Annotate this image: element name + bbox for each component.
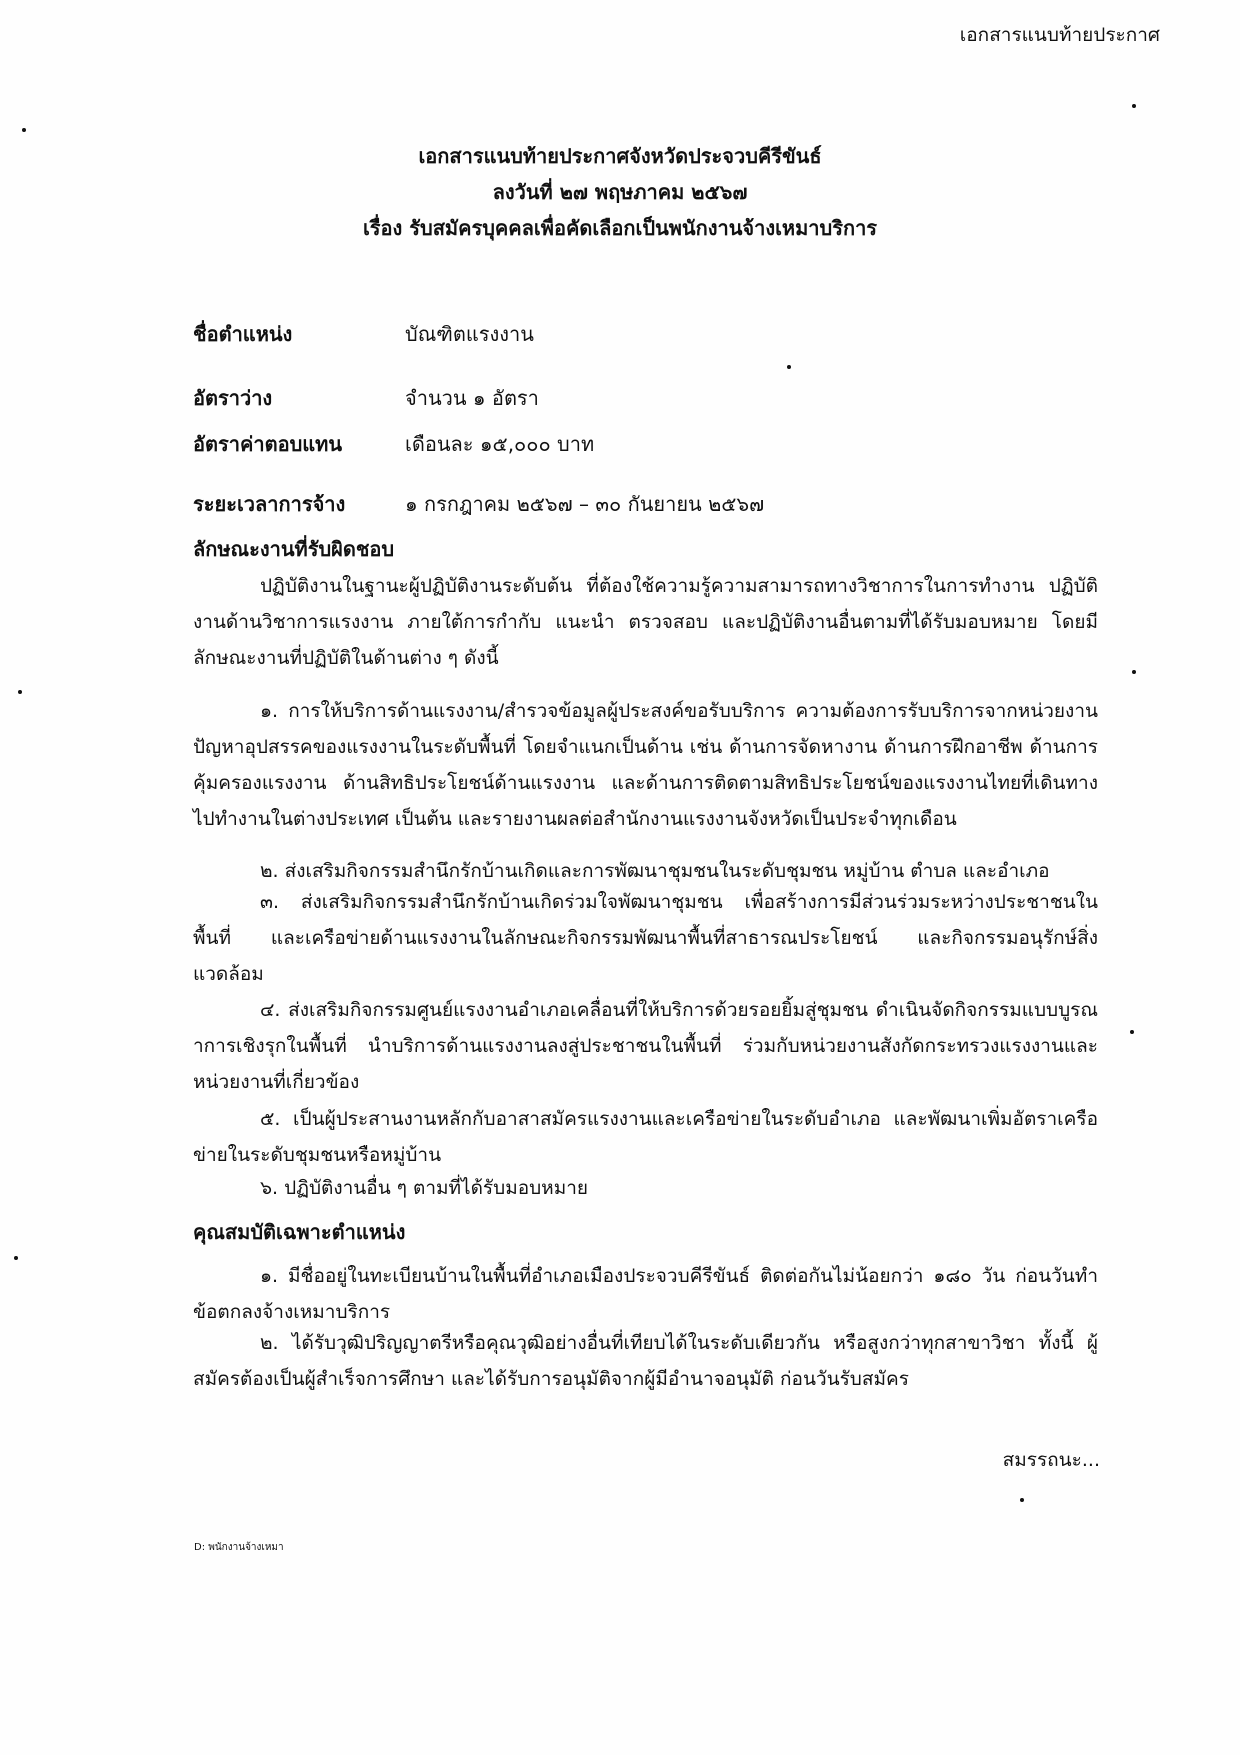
duty-item-2: ๒. ส่งเสริมกิจกรรมสำนึกรักบ้านเกิดและการพัฒนาชุมชนในระดับชุมชน หมู่บ้าน ตำบล และอำเภอ [260,860,1050,882]
scan-speck [18,690,22,694]
scan-speck [14,1256,18,1260]
qualification-item-1: ๑. มีชื่ออยู่ในทะเบียนบ้านในพื้นที่อำเภอเมืองประจวบคีรีขันธ์ ติดต่อกันไม่น้อยกว่า ๑๘๐ วัน ก่อนวันทำข้อตกลงจ้างเหมาบริการ [193,1265,1098,1323]
document-header [0,138,1240,246]
footer-note: D: พนักงานจ้างเหมา [194,1542,284,1553]
field-vacancy-value: จำนวน ๑ อัตรา [405,386,539,410]
field-period-value: ๑ กรกฎาคม ๒๕๖๗ – ๓๐ กันยายน ๒๕๖๗ [405,492,765,516]
duties-heading: ลักษณะงานที่รับผิดชอบ [193,537,395,561]
duty-item-5: ๕. เป็นผู้ประสานงานหลักกับอาสาสมัครแรงงานและเครือข่ายในระดับอำเภอ และพัฒนาเพิ่มอัตราเครือข่ายในระดับชุมชนหรือหมู่บ้าน [193,1108,1098,1166]
qualification-item-2: ๒. ได้รับวุฒิปริญญาตรีหรือคุณวุฒิอย่างอื่นที่เทียบได้ในระดับเดียวกัน หรือสูงกว่าทุกสาขาวิชา ทั้งนี้ ผู้สมัครต้องเป็นผู้สำเร็จการศึกษา และได้รับการอนุมัติจากผู้มีอำนาจอนุมัติ ก่อนวันรับสมัคร [193,1332,1098,1390]
field-position-value: บัณฑิตแรงงาน [405,322,534,346]
continuation-text: สมรรถนะ... [1002,1449,1100,1471]
duty-item-4: ๔. ส่งเสริมกิจกรรมศูนย์แรงงานอำเภอเคลื่อนที่ให้บริการด้วยรอยยิ้มสู่ชุมชน ดำเนินจัดกิจกรรมแบบบูรณาการเชิงรุกในพื้นที่ นำบริการด้านแรงงานลงสู่ประชาชนในพื้นที่ ร่วมกับหน่วยงานสังกัดกระทรวงแรงงานและหน่วยงานที่เกี่ยวข้อง [193,999,1098,1093]
header-subject: เรื่อง รับสมัครบุคคลเพื่อคัดเลือกเป็นพนักงานจ้างเหมาบริการ [362,216,878,240]
duty-item-6: ๖. ปฏิบัติงานอื่น ๆ ตามที่ได้รับมอบหมาย [260,1177,589,1199]
duty-item-3: ๓. ส่งเสริมกิจกรรมสำนึกรักบ้านเกิดร่วมใจพัฒนาชุมชน เพื่อสร้างการมีส่วนร่วมระหว่างประชาชนในพื้นที่ และเครือข่ายด้านแรงงานในลักษณะกิจกรรมพัฒนาพื้นที่สาธารณประโยชน์ และกิจกรรมอนุรักษ์สิ่งแวดล้อม [193,891,1098,985]
header-date: ลงวันที่ ๒๗ พฤษภาคม ๒๕๖๗ [492,180,748,204]
duty-item-1: ๑. การให้บริการด้านแรงงาน/สำรวจข้อมูลผู้ประสงค์ขอรับบริการ ความต้องการรับบริการจากหน่วยงาน ปัญหาอุปสรรคของแรงงานในระดับพื้นที่ โดยจำแนกเป็นด้าน เช่น ด้านการจัดหางาน ด้านการฝึกอาชีพ ด้านการคุ้มครองแรงงาน ด้านสิทธิประโยชน์ด้านแรงงาน และด้านการติดตามสิทธิประโยชน์ของแรงงานไทยที่เดินทางไปทำงานในต่างประเทศ เป็นต้น และรายงานผลต่อสำนักงานแรงงานจังหวัดเป็นประจำทุกเดือน [193,700,1098,830]
attachment-label: เอกสารแนบท้ายประกาศ [959,24,1160,46]
header-title: เอกสารแนบท้ายประกาศจังหวัดประจวบคีรีขันธ์ [418,144,822,168]
scan-speck [1020,1498,1024,1502]
field-salary-label: อัตราค่าตอบแทน [193,432,343,456]
field-salary-value: เดือนละ ๑๕,๐๐๐ บาท [405,432,595,456]
field-position-label: ชื่อตำแหน่ง [193,322,293,346]
duties-intro: ปฏิบัติงานในฐานะผู้ปฏิบัติงานระดับต้น ที่ต้องใช้ความรู้ความสามารถทางวิชาการในการทำงาน ปฏิบัติงานด้านวิชาการแรงงาน ภายใต้การกำกับ แนะนำ ตรวจสอบ และปฏิบัติงานอื่นตามที่ได้รับมอบหมาย โดยมีลักษณะงานที่ปฏิบัติในด้านต่าง ๆ ดังนี้ [193,575,1098,669]
scan-speck [22,128,26,132]
scan-speck [787,365,791,369]
field-vacancy-label: อัตราว่าง [193,386,273,410]
scan-speck [1132,670,1136,674]
scan-speck [1132,104,1136,108]
scan-speck [1130,1030,1134,1034]
qualifications-heading: คุณสมบัติเฉพาะตำแหน่ง [193,1220,406,1244]
field-period-label: ระยะเวลาการจ้าง [193,492,346,516]
